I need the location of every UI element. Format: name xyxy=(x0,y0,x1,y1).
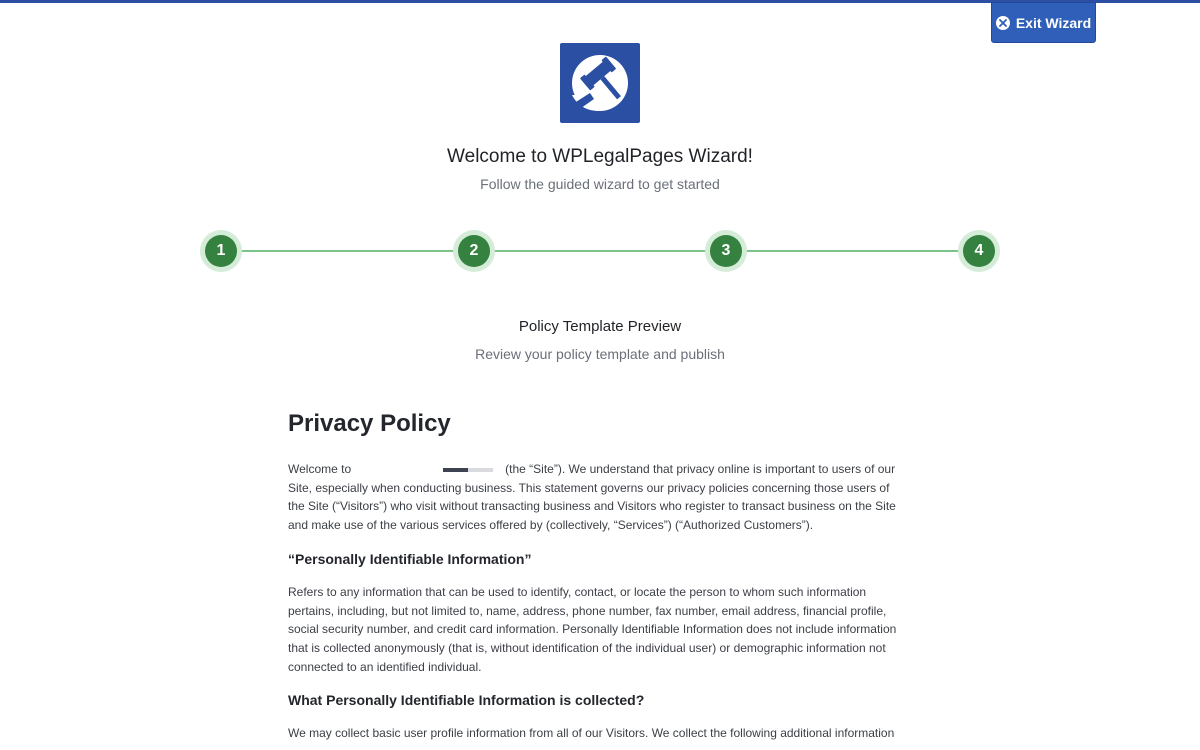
policy-section1-body: Refers to any information that can be used to identify, contact, or locate the person to whom such information pertains, including, but not limited to, name, address, phone number, fax number, email address, financial profile, social security number, and credit card information. Personally Identifiable Information does not include information that is collected anonymously (that is, without identification of the individual user) or demographic information not connected to an identified individual. xyxy=(288,584,897,674)
policy-intro-rest: (the “Site”). We understand that privacy online is important to users of our Site, especially when conducting business. This statement governs our privacy policies concerning those users of the Site (“Visitors”) who visit without transacting business and Visitors who register to transact business on the Site and make use of the various services offered by (collectively, “Services”) (“Authorized Customers”). xyxy=(288,462,896,533)
wplegalpages-logo xyxy=(560,43,640,123)
step-4-number: 4 xyxy=(963,235,995,267)
wizard-subtitle: Follow the guided wizard to get started xyxy=(480,176,720,192)
step-1-number: 1 xyxy=(205,235,237,267)
section-subtitle: Review your policy template and publish xyxy=(475,346,725,362)
wizard-title: Welcome to WPLegalPages Wizard! xyxy=(447,146,753,167)
exit-wizard-label: Exit Wizard xyxy=(1015,14,1092,31)
policy-preview xyxy=(288,410,908,743)
step-3[interactable] xyxy=(705,230,747,272)
step-2[interactable] xyxy=(453,230,495,272)
policy-heading: Privacy Policy xyxy=(288,410,451,437)
policy-section2-heading: What Personally Identifiable Information is collected? xyxy=(288,692,645,709)
redacted-site-name xyxy=(443,468,493,472)
step-4[interactable] xyxy=(958,230,1000,272)
close-circle-icon xyxy=(996,16,1010,30)
policy-intro-paragraph xyxy=(288,460,908,535)
policy-intro-prefix: Welcome to xyxy=(288,462,352,476)
step-2-number: 2 xyxy=(458,235,490,267)
step-3-number: 3 xyxy=(710,235,742,267)
section-title: Policy Template Preview xyxy=(518,318,682,335)
policy-section2-body: We may collect basic user profile information from all of our Visitors. We collect the following additional information xyxy=(288,726,895,741)
stepper-line xyxy=(221,250,979,252)
step-1[interactable] xyxy=(200,230,242,272)
policy-section1-heading: “Personally Identifiable Information” xyxy=(288,550,532,567)
exit-wizard-button[interactable] xyxy=(991,2,1096,43)
